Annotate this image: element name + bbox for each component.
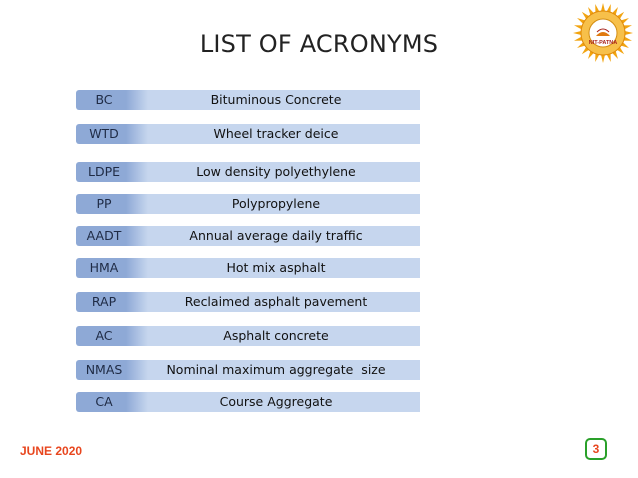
- row-gradient: [126, 194, 148, 214]
- row-gradient: [126, 90, 148, 110]
- footer-date: JUNE 2020: [20, 444, 83, 458]
- acronym-definition: Annual average daily traffic: [132, 226, 420, 246]
- acronym-row: [76, 292, 420, 312]
- acronym-abbreviation: WTD: [76, 124, 132, 144]
- acronym-definition: Reclaimed asphalt pavement: [132, 292, 420, 312]
- acronym-row: [76, 226, 420, 246]
- acronym-row: [76, 258, 420, 278]
- page-number-badge: 3: [585, 438, 607, 460]
- acronym-abbreviation: BC: [76, 90, 132, 110]
- acronym-definition: Low density polyethylene: [132, 162, 420, 182]
- acronym-abbreviation: AC: [76, 326, 132, 346]
- row-gradient: [126, 258, 148, 278]
- acronym-abbreviation: RAP: [76, 292, 132, 312]
- acronym-definition: Asphalt concrete: [132, 326, 420, 346]
- slide-title: LIST OF ACRONYMS: [199, 30, 439, 58]
- acronym-definition: Course Aggregate: [132, 392, 420, 412]
- row-gradient: [126, 162, 148, 182]
- svg-text:NIT-PATNA: NIT-PATNA: [588, 40, 618, 46]
- acronym-definition: Bituminous Concrete: [132, 90, 420, 110]
- row-gradient: [126, 124, 148, 144]
- acronym-row: [76, 360, 420, 380]
- acronym-definition: Wheel tracker deice: [132, 124, 420, 144]
- acronym-abbreviation: AADT: [76, 226, 132, 246]
- acronym-abbreviation: HMA: [76, 258, 132, 278]
- acronym-abbreviation: LDPE: [76, 162, 132, 182]
- row-gradient: [126, 360, 148, 380]
- acronym-row: [76, 326, 420, 346]
- acronym-row: [76, 392, 420, 412]
- acronym-row: [76, 124, 420, 144]
- acronym-row: [76, 194, 420, 214]
- row-gradient: [126, 392, 148, 412]
- nit-patna-logo: [572, 2, 634, 64]
- row-gradient: [126, 326, 148, 346]
- logo-ray: [601, 55, 605, 63]
- acronym-definition: Nominal maximum aggregate size: [132, 360, 420, 380]
- acronym-abbreviation: PP: [76, 194, 132, 214]
- acronym-row: [76, 162, 420, 182]
- acronym-definition: Polypropylene: [132, 194, 420, 214]
- acronym-row: [76, 90, 420, 110]
- logo-ray: [601, 3, 605, 11]
- acronym-abbreviation: NMAS: [76, 360, 132, 380]
- row-gradient: [126, 226, 148, 246]
- acronym-abbreviation: CA: [76, 392, 132, 412]
- logo-ray: [625, 31, 633, 35]
- acronym-definition: Hot mix asphalt: [132, 258, 420, 278]
- row-gradient: [126, 292, 148, 312]
- logo-ray: [573, 31, 581, 35]
